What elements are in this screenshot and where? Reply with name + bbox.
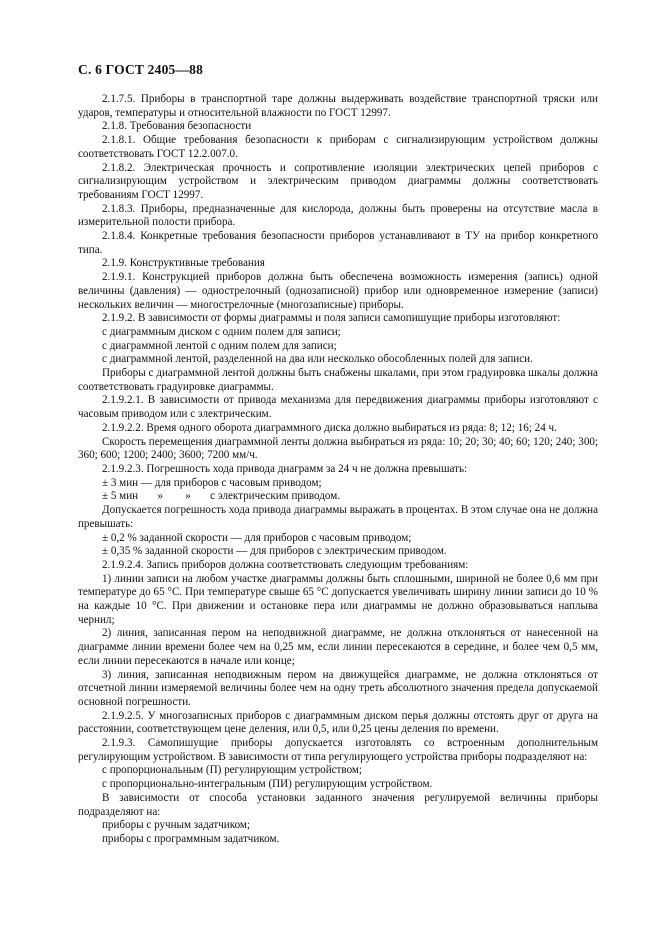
list-item: с диаграммным диском с одним полем для записи;	[102, 325, 341, 338]
paragraph: 2.1.8.1. Общие требования безопасности к приборам с сигнализирующим устройством должны соответствовать ГОСТ 12.2.007.0.	[78, 134, 598, 160]
list-item: с пропорциональным (П) регулирующим устройством;	[102, 764, 363, 777]
paragraph: Допускается погрешность хода привода диаграммы выражать в процентах. В этом случае она не должна превышать:	[78, 504, 598, 530]
document-body	[78, 93, 598, 847]
section-heading: 2.1.9. Конструктивные требования	[102, 257, 265, 270]
list-item: 2) линия, записанная пером на неподвижной диаграмме, не должна отклоняться от нанесенной на диаграмме линии времени более чем на 0,25 мм, если линии пересекаются в середине, и более чем 0,5 мм, если линии пересекаются в начале или конце;	[78, 627, 598, 667]
section-heading: 2.1.8. Требования безопасности	[102, 120, 252, 133]
paragraph: 2.1.9.2.5. У многозаписных приборов с диаграммным диском перья должны отстоять друг от друга на расстоянии, соответствующем цене деления, или 0,5, или 0,25 цены деления по времени.	[78, 709, 598, 736]
paragraph: Скорость перемещения диаграммной ленты должна выбираться из ряда: 10; 20; 30; 40; 60; 120; 240; 300; 360; 600; 1200; 2400; 3600; 7200 мм/ч.	[78, 435, 598, 462]
list-item: приборы с ручным задатчиком;	[102, 819, 251, 832]
paragraph: 2.1.9.2.4. Запись приборов должна соответствовать следующим требованиям:	[102, 558, 469, 571]
list-item: ± 0,35 % заданной скорости — для приборов с электрическим приводом.	[102, 545, 447, 558]
paragraph: 2.1.9.2.3. Погрешность хода привода диаграмм за 24 ч не должна превышать:	[102, 462, 468, 475]
paragraph: 2.1.8.2. Электрическая прочность и сопротивление изоляции электрических цепей приборов с сигнализирующим устройством и электрическим приводом диаграммы должны соответствовать требованиям ГОСТ 12997.	[78, 161, 598, 201]
paragraph: 2.1.9.2. В зависимости от формы диаграммы и поля записи самопишущие приборы изготовляют:	[102, 312, 561, 325]
list-item: с диаграммной лентой, разделенной на два или несколько обособленных полей для записи.	[102, 353, 533, 366]
paragraph: 2.1.8.4. Конкретные требования безопасности приборов устанавливают в ТУ на прибор конкретного типа.	[78, 230, 598, 256]
paragraph: Приборы с диаграммной лентой должны быть снабжены шкалами, при этом градуировка шкалы должна соответствовать градуировке диаграммы.	[78, 367, 598, 393]
list-item: с диаграммной лентой с одним полем для записи;	[102, 339, 337, 352]
list-item: 1) линии записи на любом участке диаграммы должны быть сплошными, шириной не более 0,6 мм при температуре до 65 °С. При температуре свыше 65 °С допускается увеличивать ширину линии записи до 10 % на каждые 10 °С. При движении и остановке пера или диаграммы не должно образовываться наплыва чернил;	[78, 572, 598, 626]
paragraph: 2.1.9.2.2. Время одного оборота диаграммного диска должно выбираться из ряда: 8; 12; 16; 24 ч.	[102, 421, 557, 434]
paragraph: 2.1.8.3. Приборы, предназначенные для кислорода, должны быть проверены на отсутствие масла в измерительной полости прибора.	[78, 202, 598, 229]
list-item: ± 0,2 % заданной скорости — для приборов с часовым приводом;	[102, 531, 412, 544]
paragraph: 2.1.9.3. Самопишущие приборы допускается изготовлять со встроенным дополнительным регулирующим устройством. В зависимости от типа регулирующего устройства приборы подразделяют на:	[78, 737, 598, 763]
paragraph: 2.1.7.5. Приборы в транспортной таре должны выдерживать воздействие транспортной тряски или ударов, температуры и относительной влажности по ГОСТ 12997.	[78, 93, 598, 119]
list-item: ± 5 мин » » с электрическим приводом.	[102, 490, 341, 503]
list-item: ± 3 мин — для приборов с часовым приводом;	[102, 476, 322, 489]
list-item: 3) линия, записанная неподвижным пером на движущейся диаграмме, не должна отклоняться от отсчетной линии измеряемой величины более чем на одну треть абсолютного значения предела допускаемой основной погрешности.	[78, 668, 598, 708]
paragraph: В зависимости от способа установки заданного значения регулируемой величины приборы подразделяют на:	[78, 791, 598, 818]
list-item: с пропорционально-интегральным (ПИ) регулирующим устройством.	[102, 778, 433, 791]
page-header: С. 6 ГОСТ 2405—88	[78, 62, 204, 77]
paragraph: 2.1.9.2.1. В зависимости от привода механизма для передвижения диаграммы приборы изготовляют с часовым приводом или с электрическим.	[78, 394, 598, 421]
list-item: приборы с программным задатчиком.	[102, 832, 280, 845]
paragraph: 2.1.9.1. Конструкцией приборов должна быть обеспечена возможность измерения (запись) одной величины (давления) — однострелочный (однозаписной) прибор или одновременное измерение (записи) нескольких величин — многострелочные (многозаписные) приборы.	[78, 271, 598, 311]
